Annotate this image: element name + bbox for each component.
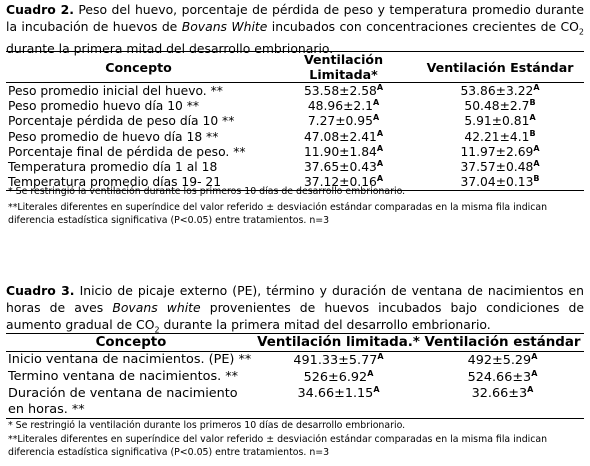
limitada-value-cell — [271, 159, 416, 174]
cuadro2-caption: Cuadro 2. Peso del huevo, porcentaje de pérdida de peso y temperatura promedio durante la incubación de huevos de Bovans White incubados con concentraciones crecientes de $CO_2$ durante la primera mitad del desarrollo embrionario. — [6, 2, 584, 57]
limitada-value: 34.66±1.15 — [297, 386, 374, 401]
table-row — [6, 352, 584, 370]
cuadro3-body — [6, 352, 584, 419]
table-row — [6, 386, 584, 419]
estandar-significance-letter: B — [533, 174, 540, 184]
column-header-concepto: Concepto — [6, 334, 256, 352]
estandar-significance-letter: A — [527, 385, 534, 394]
estandar-significance-letter: A — [531, 352, 538, 361]
cuadro2-table — [6, 51, 584, 191]
limitada-significance-letter: A — [372, 97, 380, 107]
concepto-cell: Porcentaje pérdida de peso día 10 ** — [8, 114, 235, 129]
limitada-value-cell — [271, 98, 416, 113]
concepto-cell: Termino ventana de nacimientos. ** — [8, 369, 239, 384]
limitada-value: 48.96±2.1 — [307, 98, 373, 113]
estandar-significance-letter: A — [531, 369, 538, 378]
estandar-value: 42.21±4.1 — [464, 129, 530, 144]
estandar-value-cell — [416, 129, 584, 144]
limitada-value-cell — [256, 369, 421, 386]
limitada-significance-letter: A — [376, 174, 384, 184]
cuadro2-note-1: * Se restringió la ventilación durante los primeros 10 días de desarrollo embrionario. — [8, 186, 406, 197]
limitada-value: 491.33±5.77 — [293, 353, 378, 368]
cuadro2-header-row — [6, 52, 584, 83]
concepto-cell: Peso promedio de huevo día 18 ** — [8, 129, 219, 144]
concepto-cell: Peso promedio inicial del huevo. ** — [8, 83, 223, 98]
concepto-cell: Duración de ventana de nacimiento en horas. ** — [6, 386, 256, 419]
cuadro3-note-1: * Se restringió la ventilación durante los primeros 10 días de desarrollo embrionario. — [8, 420, 406, 431]
estandar-significance-letter: A — [533, 159, 540, 169]
limitada-value-cell — [256, 352, 421, 370]
table-row — [6, 98, 584, 113]
table-row — [6, 369, 584, 386]
estandar-value: 5.91±0.81 — [464, 114, 530, 129]
estandar-significance-letter: A — [529, 113, 536, 123]
limitada-significance-letter: A — [376, 143, 384, 153]
cuadro2-number: Cuadro 2. — [6, 2, 74, 17]
estandar-value: 37.57±0.48 — [460, 160, 534, 175]
estandar-value-cell — [416, 144, 584, 159]
cuadro3-table — [6, 333, 584, 419]
estandar-value: 492±5.29 — [467, 353, 532, 368]
estandar-value: 53.86±3.22 — [460, 83, 534, 98]
estandar-value: 11.97±2.69 — [460, 144, 534, 159]
estandar-value-cell — [416, 159, 584, 174]
limitada-significance-letter: A — [376, 128, 384, 138]
limitada-value-cell — [271, 144, 416, 159]
limitada-significance-letter: A — [373, 385, 380, 394]
estandar-value-cell — [416, 98, 584, 113]
cuadro3-caption: Cuadro 3. Inicio de picaje externo (PE), término y duración de ventana de nacimientos en horas de aves Bovans white provenientes de huevos incubados bajo condiciones de aumento gradual de $CO_2$ durante la primera mitad del desarrollo embrionario. — [6, 283, 584, 335]
limitada-value-cell — [271, 114, 416, 129]
cuadro3-note-2: **Literales diferentes en superíndice del valor referido ± desviación estándar comparadas en la misma fila indican diferencia estadística significativa (P<0.05) entre tratamientos. n=3 — [8, 434, 548, 459]
limitada-significance-letter: A — [376, 82, 384, 92]
limitada-significance-letter: A — [372, 113, 380, 123]
column-header-limitada: Ventilación Limitada* — [271, 52, 416, 83]
estandar-value-cell — [416, 114, 584, 129]
limitada-value: 53.58±2.58 — [303, 83, 377, 98]
estandar-value-cell — [421, 386, 584, 419]
limitada-value: 11.90±1.84 — [303, 144, 377, 159]
limitada-value: 47.08±2.41 — [303, 129, 377, 144]
estandar-value: 37.04±0.13 — [460, 175, 534, 190]
concepto-cell: Temperatura promedio días 19- 21 — [6, 175, 271, 191]
estandar-significance-letter: A — [533, 143, 540, 153]
cuadro3-header-row — [6, 334, 584, 352]
table-row — [6, 159, 584, 174]
column-header-estandar: Ventilación Estándar — [416, 52, 584, 83]
estandar-value-cell — [416, 83, 584, 99]
limitada-value-cell — [271, 83, 416, 99]
limitada-value-cell — [256, 386, 421, 419]
limitada-value: 7.27±0.95 — [307, 114, 373, 129]
estandar-value: 50.48±2.7 — [464, 98, 530, 113]
limitada-value-cell — [271, 129, 416, 144]
concepto-cell: Peso promedio huevo día 10 ** — [8, 98, 200, 113]
estandar-value-cell — [421, 352, 584, 370]
cuadro3-number: Cuadro 3. — [6, 283, 75, 298]
limitada-significance-letter: A — [377, 352, 384, 361]
column-header-estandar: Ventilación estándar — [421, 334, 584, 352]
estandar-significance-letter: B — [529, 128, 536, 138]
limitada-value: 37.12±0.16 — [303, 175, 377, 190]
estandar-value: 32.66±3 — [471, 386, 528, 401]
table-row — [6, 114, 584, 129]
limitada-value: 526±6.92 — [303, 370, 368, 385]
column-header-limitada: Ventilación limitada.* — [257, 335, 420, 350]
table-row — [6, 83, 584, 99]
table-row — [6, 129, 584, 144]
estandar-significance-letter: A — [533, 82, 540, 92]
estandar-significance-letter: B — [529, 97, 536, 107]
limitada-significance-letter: A — [376, 159, 384, 169]
concepto-cell: Inicio ventana de nacimientos. (PE) ** — [8, 352, 252, 367]
limitada-value: 37.65±0.43 — [303, 160, 377, 175]
cuadro2-note-2: **Literales diferentes en superíndice del valor referido ± desviación estándar comparadas en la misma fila indican diferencia estadística significativa (P<0.05) entre tratamientos. n=3 — [8, 202, 548, 227]
cuadro2-body — [6, 83, 584, 191]
limitada-significance-letter: A — [367, 369, 374, 378]
concepto-cell: Temperatura promedio día 1 al 18 — [8, 160, 218, 175]
table-row — [6, 144, 584, 159]
column-header-concepto: Concepto — [6, 52, 271, 83]
estandar-value-cell — [421, 369, 584, 386]
concepto-cell: Porcentaje final de pérdida de peso. ** — [8, 144, 246, 159]
estandar-value: 524.66±3 — [467, 370, 532, 385]
